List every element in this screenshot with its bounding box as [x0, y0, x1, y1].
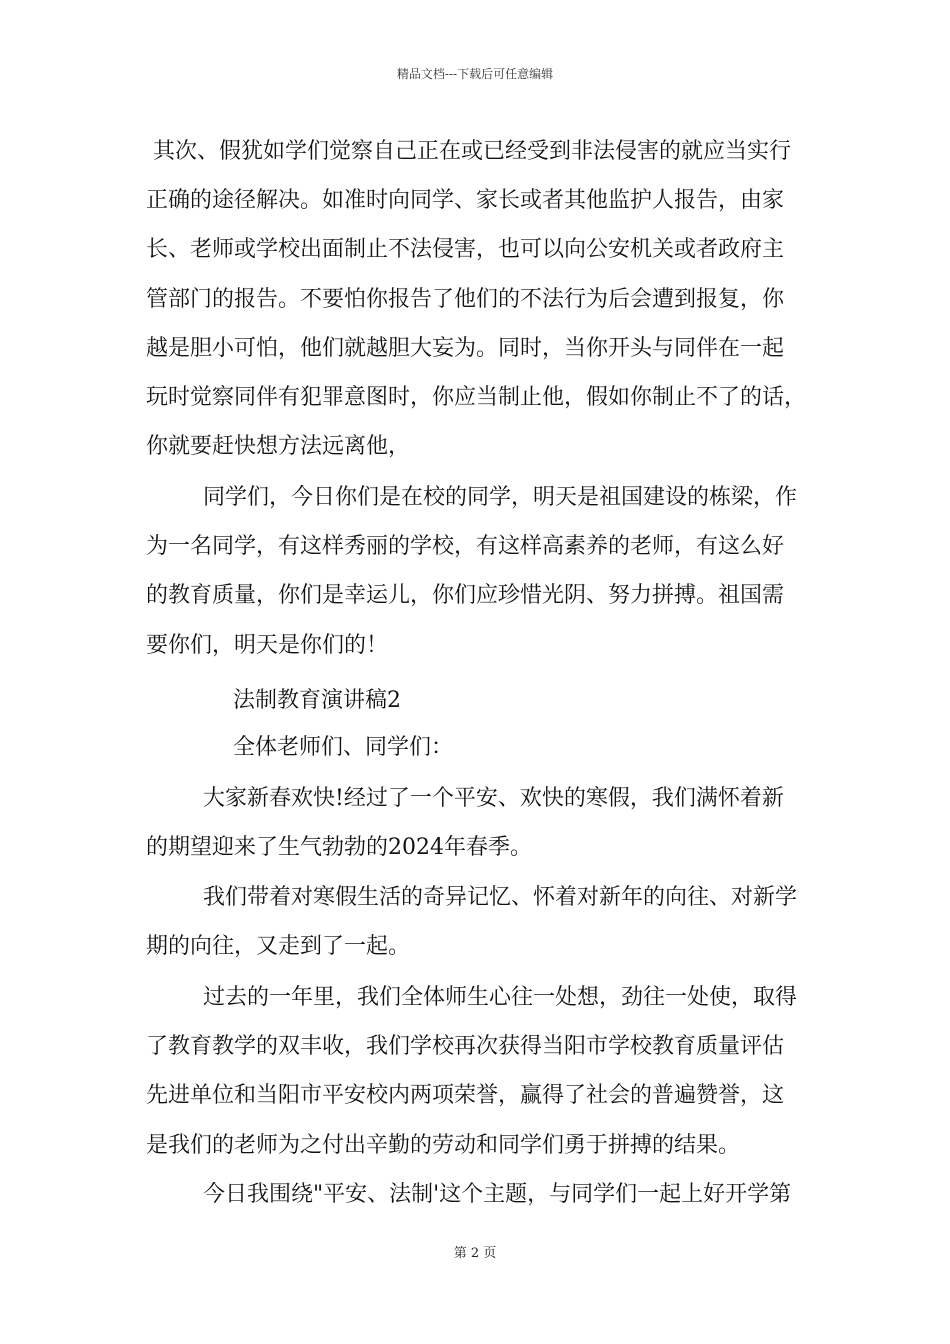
section-title: 法制教育演讲稿2 [233, 688, 401, 713]
text-line: 为一名同学，有这样秀丽的学校，有这样高素养的老师，有这么好 [146, 534, 785, 560]
text-line: 玩时觉察同伴有犯罪意图时，你应当制止他，假如你制止不了的话， [146, 385, 807, 411]
text-line: 先进单位和当阳市平安校内两项荣誉，赢得了社会的普遍赞誉，这 [146, 1083, 785, 1109]
salutation: 全体老师们、同学们： [233, 735, 454, 760]
paragraph [146, 873, 797, 971]
text-line: 正确的途径解决。如准时向同学、家长或者其他监护人报告，由家 [146, 188, 785, 214]
text-line: 过去的一年里，我们全体师生心往一处想，劲往一处使，取得 [203, 985, 798, 1010]
text-line: 越是胆小可怕，他们就越胆大妄为。同时，当你开头与同伴在一起 [146, 335, 785, 361]
text-line: 我们带着对寒假生活的奇异记忆、怀着对新年的向往、对新学 [203, 885, 798, 910]
text-line: 是我们的老师为之付出辛勤的劳动和同学们勇于拼搏的结果。 [146, 1132, 741, 1158]
paragraph [146, 973, 797, 1170]
text-line: 今日我围绕"平安、法制'这个主题，与同学们一起上好开学第 [203, 1182, 792, 1207]
page-header: 精品文档---下载后可任意编辑 [396, 67, 554, 81]
text-line: 大家新春欢快!经过了一个平安、欢快的寒假，我们满怀着新 [203, 786, 784, 811]
text-line: 你就要赶快想方法远离他， [146, 434, 411, 460]
text-line: 了教育教学的双丰收，我们学校再次获得当阳市学校教育质量评估 [146, 1034, 785, 1060]
paragraph [146, 127, 806, 471]
text-line: 要你们，明天是你们的！ [146, 632, 389, 658]
text-line: 同学们，今日你们是在校的同学，明天是祖国建设的栋梁，作 [203, 485, 798, 510]
text-line: 其次、假犹如学们觉察自己正在或已经受到非法侵害的就应当实行 [146, 139, 791, 164]
text-line: 的期望迎来了生气勃勃的2024年春季。 [146, 835, 532, 861]
text-line: 期的向往，又走到了一起。 [146, 934, 411, 960]
paragraph [146, 774, 784, 872]
text-line: 长、老师或学校出面制止不法侵害，也可以向公安机关或者政府主 [146, 237, 785, 263]
text-line: 的教育质量，你们是幸运儿，你们应珍惜光阴、努力拼搏。祖国需 [146, 583, 785, 609]
page-number: 第 2 页 [453, 1246, 497, 1261]
paragraph [146, 1170, 791, 1219]
text-line: 管部门的报告。不要怕你报告了他们的不法行为后会遭到报复，你 [146, 286, 785, 312]
paragraph [146, 473, 797, 670]
